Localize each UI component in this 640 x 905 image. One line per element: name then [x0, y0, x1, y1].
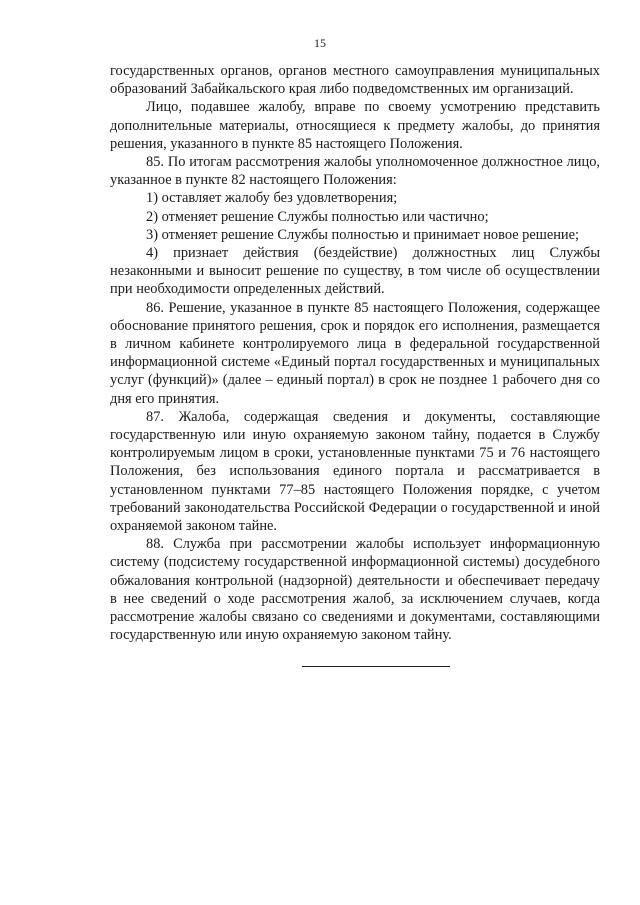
paragraph-continuation: государственных органов, органов местного самоуправления муниципальных образований Забайкальского края либо подведомственных им организаций.	[110, 63, 600, 98]
list-item-85-2: 2) отменяет решение Службы полностью или частично;	[146, 208, 489, 225]
paragraph-86: 86. Решение, указанное в пункте 85 настоящего Положения, содержащее обоснование принятого решения, срок и порядок его исполнения, размещается в личном кабинете контролируемого лица в федеральной государственной информационной системе «Единый портал государственных и муниципальных услуг (функций)» (далее – единый портал) в срок не позднее 1 рабочего дня со дня его принятия.	[110, 299, 600, 407]
document-body	[110, 62, 600, 645]
paragraph-87: 87. Жалоба, содержащая сведения и документы, составляющие государственную или иную охраняемую законом тайну, подается в Службу контролируемым лицом в сроки, установленные пунктами 75 и 76 настоящего Положения, без использования единого портала и рассматривается в установленном пунктами 77–85 настоящего Положения порядке, с учетом требований законодательства Российской Федерации о государственной и иной охраняемой законом тайне.	[110, 408, 600, 535]
list-item-85-1: 1) оставляет жалобу без удовлетворения;	[146, 190, 398, 207]
page-number: 15	[314, 36, 326, 50]
list-item-85-3: 3) отменяет решение Службы полностью и принимает новое решение;	[146, 226, 580, 243]
paragraph-88: 88. Служба при рассмотрении жалобы использует информационную систему (подсистему государственной информационной системы) досудебного обжалования контрольной (надзорной) деятельности и обеспечивает передачу в нее сведений о ходе рассмотрения жалоб, за исключением случаев, когда рассмотрение жалобы связано со сведениями и документами, составляющими государственную или иную охраняемую законом тайну.	[110, 536, 600, 644]
paragraph-additional-materials: Лицо, подавшее жалобу, вправе по своему усмотрению представить дополнительные материалы, относящиеся к предмету жалобы, до принятия решения, указанного в пункте 85 настоящего Положения.	[110, 99, 600, 152]
list-item-85-4: 4) признает действия (бездействие) должностных лиц Службы незаконными и выносит решение по существу, в том числе об осуществлении при необходимости определенных действий.	[110, 245, 600, 298]
end-divider	[302, 666, 450, 667]
paragraph-85: 85. По итогам рассмотрения жалобы уполномоченное должностное лицо, указанное в пункте 82 настоящего Положения:	[110, 154, 600, 189]
